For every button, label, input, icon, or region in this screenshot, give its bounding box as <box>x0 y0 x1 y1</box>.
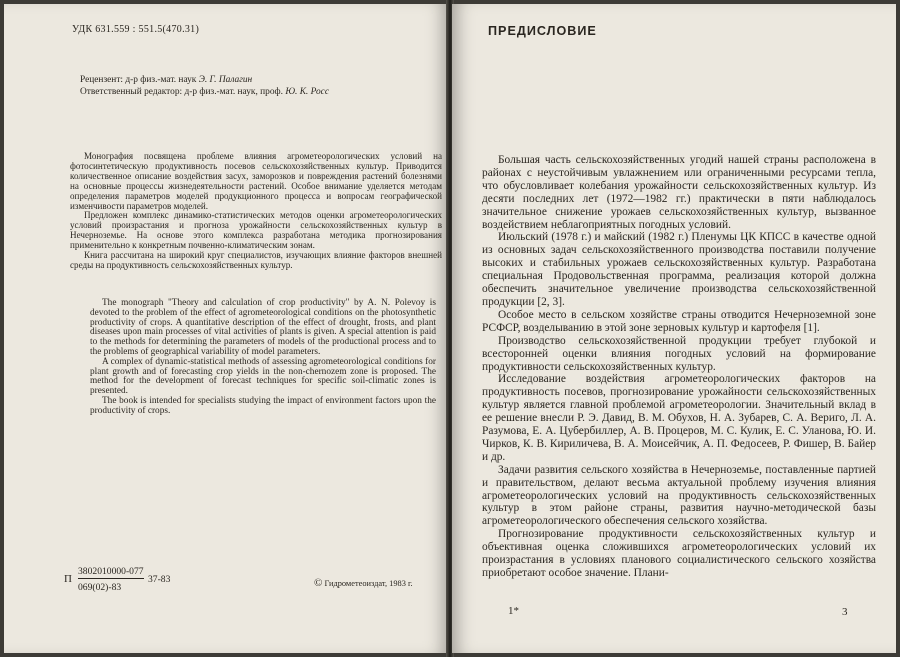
credits-block <box>80 74 329 98</box>
signature-mark: 1* <box>508 605 519 617</box>
preface-heading: ПРЕДИСЛОВИЕ <box>488 24 597 38</box>
catalog-letter: П <box>64 573 72 585</box>
left-page <box>4 4 448 653</box>
preface-paragraph: Июльский (1978 г.) и майский (1982 г.) Пленумы ЦК КПСС в качестве одной из основных задач сельскохозяйственного производства поставили получение высоких и стабильных урожаев сельскохозяйственных культур. Разработана специальная Продовольственная программа, реализация которой должна обеспечить значительное увеличение производства сельскохозяйственной продукции [2, 3]. <box>482 231 876 308</box>
reviewer-name: Э. Г. Палагин <box>198 75 253 85</box>
copyright-icon: © <box>314 577 323 589</box>
annotation-en-paragraph: The book is intended for specialists studying the impact of environment factors upon the productivity of crops. <box>90 395 436 416</box>
annotation-ru-paragraph: Монография посвящена проблеме влияния агрометеорологических условий на фотосинтетическую продуктивность посевов сельскохозяйственных культур. Приводится количественное описание воздействия засух, заморозков и повреждения растений болезнями на основные процессы жизнедеятельности растений. Особое внимание уделяется методам определения параметров моделей продукционного процесса и вопросам географической изменчивости параметров моделей. <box>70 151 442 211</box>
reviewer-label: Рецензент: д-р физ.-мат. наук <box>80 75 197 85</box>
annotation-en-paragraph: The monograph "Theory and calculation of crop productivity" by A. N. Polevoy is devoted to the problem of the effect of agrometeorological conditions on the photosynthetic productivity of crops. A quantitative description of the effect of drought, frosts, and plant diseases upon main processes of vital activities of plants is given. A special attention is paid to the methods for determining the parameters of models of the productional process and to the problems of geographical variability of model parameters. <box>90 298 436 357</box>
preface-paragraph: Задачи развития сельского хозяйства в Нечерноземье, поставленные партией и правительством, делают весьма актуальной проблему изучения влияния агрометеорологических условий на продуктивность сельскохозяйственных культур в этом районе страны, развития научно-методической базы агрометеорологического обеспечения сельского хозяйства. <box>482 463 876 528</box>
annotation-english <box>90 299 436 417</box>
udk-code: УДК 631.559 : 551.5(470.31) <box>72 24 200 35</box>
preface-paragraph: Большая часть сельскохозяйственных угодий нашей страны расположена в районах с неустойчивым увлажнением или ограниченными ресурсами тепла, что обусловливает колебания урожайности сельскохозяйственных культур. Из десяти последних лет (1972—1982 гг.) практически в пяти наблюдалось значительное снижение урожаев сельскохозяйственных культур, вызванное воздействием неблагоприятных погодных условий. <box>482 154 876 231</box>
catalog-numerator: 3802010000-077 <box>78 566 144 577</box>
preface-body <box>482 154 876 580</box>
annotation-ru-paragraph: Предложен комплекс динамико-статистических методов оценки агрометеорологических условий произрастания и прогноза урожайности сельскохозяйственных культур в Нечерноземье. На основе этого комплекса разработана методика прогнозирования применительно к конкретным почвенно-климатическим зонам. <box>70 210 442 251</box>
reviewer-line <box>80 74 329 86</box>
editor-label: Ответственный редактор: д-р физ.-мат. наук, проф. <box>80 87 283 97</box>
right-page <box>452 4 896 653</box>
editor-line <box>80 86 329 98</box>
page-number: 3 <box>842 606 848 618</box>
preface-paragraph: Исследование воздействия агрометеорологических факторов на продуктивность посевов, прогнозирование урожайности сельскохозяйственных культур является главной проблемой агрометеорологии. Значительный вклад в ее решение внесли Р. Э. Давид, В. М. Обухов, Н. А. Зубарев, С. А. Вериго, Л. А. Разумова, Е. А. Цубербиллер, А. В. Процеров, М. С. Кулик, Е. С. Уланова, Ю. И. Чирков, К. В. Кириличева, В. А. Моисейчик, А. П. Федосеев, Р. Фишер, В. Байер и др. <box>482 373 876 463</box>
catalog-suffix: 37-83 <box>148 574 171 585</box>
annotation-ru-paragraph: Книга рассчитана на широкий круг специалистов, изучающих влияние факторов внешней среды на продуктивность сельскохозяйственных культур. <box>70 250 442 270</box>
copyright-line <box>314 577 413 589</box>
preface-paragraph: Особое место в сельском хозяйстве страны отводится Нечерноземной зоне РСФСР, возделыванию в этой зоне зерновых культур и картофеля [1]. <box>482 308 876 334</box>
annotation-russian <box>70 152 442 271</box>
preface-paragraph: Прогнозирование продуктивности сельскохозяйственных культур и объективная оценка сложившихся агрометеорологических условий их произрастания в условиях планового социалистического сельского хозяйства приобретают особое значение. Плани- <box>482 528 876 579</box>
annotation-en-paragraph: A complex of dynamic-statistical methods of assessing agrometeorological conditions for plant growth and of forecasting crop yields in the non-chernozem zone is proposed. The method for the development of forecast techniques for specific soil-climatic zones is presented. <box>90 356 436 397</box>
copyright-text: Гидрометеоиздат, 1983 г. <box>324 579 413 588</box>
preface-paragraph: Производство сельскохозяйственной продукции требует глубокой и всесторонней оценки влияния погодных условий на формирование продуктивности сельскохозяйственных культур. <box>482 334 876 373</box>
catalog-denominator: 069(02)-83 <box>78 582 122 593</box>
editor-name: Ю. К. Росс <box>285 87 330 97</box>
